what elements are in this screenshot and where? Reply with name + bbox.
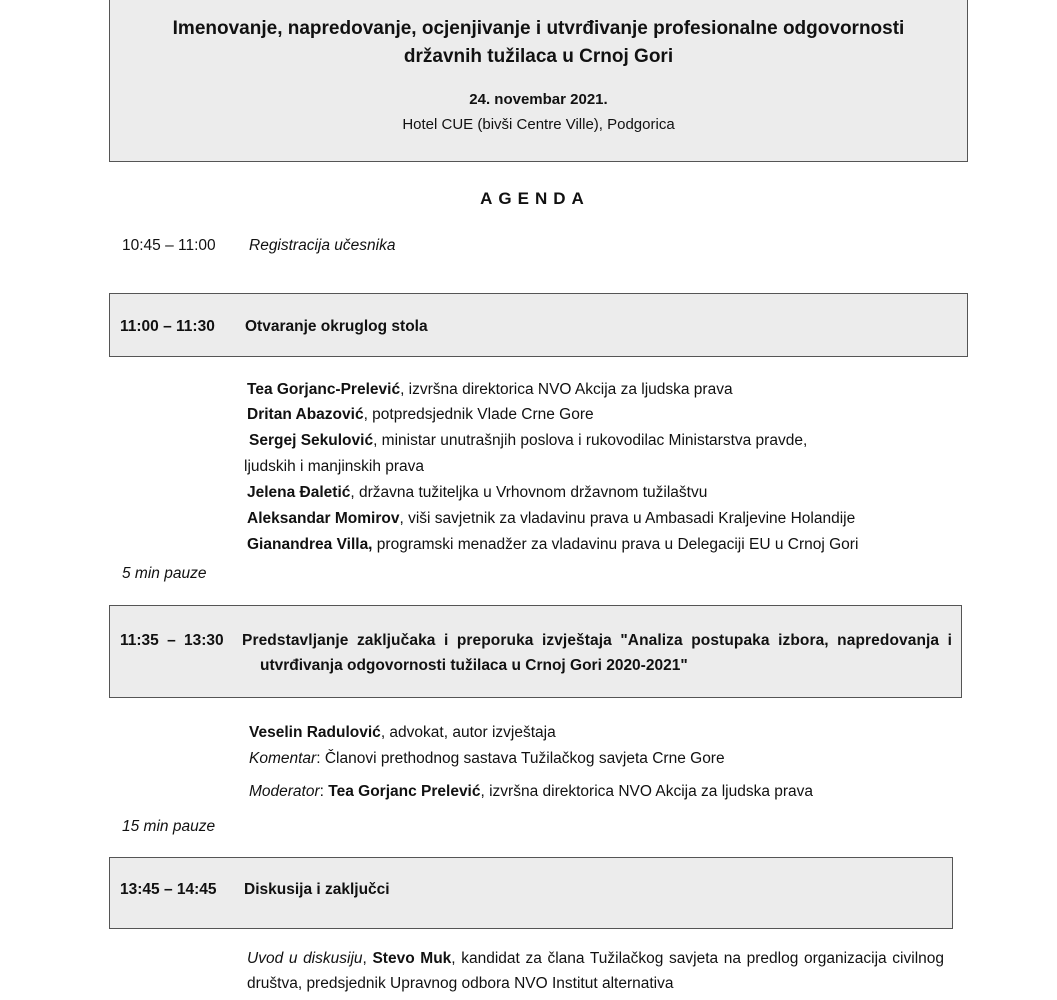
- speaker-6: [247, 535, 858, 555]
- speaker-role: , ministar unutrašnjih poslova i rukovodilac Ministarstva pravde,: [373, 432, 808, 449]
- registration-label: Registracija učesnika: [249, 237, 396, 254]
- header-box: [109, 0, 968, 162]
- presenter-role: , advokat, autor izvještaja: [380, 724, 556, 741]
- speaker-name: Jelena Đaletić: [247, 484, 351, 501]
- speaker-role: programski menadžer za vladavinu prava u Delegaciji EU u Crnoj Gori: [372, 536, 859, 553]
- session-2-title-line-1: Predstavljanje zaključaka i preporuka izvještaja "Analiza postupaka izbora, napredovanja i: [242, 632, 952, 649]
- speaker-role: , viši savjetnik za vladavinu prava u Ambasadi Kraljevine Holandije: [399, 510, 856, 527]
- speaker-name: Aleksandar Momirov: [247, 510, 400, 527]
- speaker-3-role-continued: ljudskih i manjinskih prava: [244, 458, 425, 475]
- event-venue: Hotel CUE (bivši Centre Ville), Podgorica: [402, 116, 675, 133]
- presenter-name: Veselin Radulović: [249, 724, 381, 741]
- speaker-name: Sergej Sekulović: [249, 432, 374, 449]
- speaker-role: , državna tužiteljka u Vrhovnom državnom tužilaštvu: [350, 484, 708, 501]
- agenda-heading: AGENDA: [480, 189, 590, 208]
- session-1-time: 11:00 – 11:30: [120, 318, 215, 335]
- speaker-4: [247, 483, 707, 503]
- event-title-line-2: državnih tužilaca u Crnoj Gori: [403, 46, 674, 67]
- speaker-2: [247, 405, 594, 425]
- comment-label: Komentar: [249, 750, 317, 767]
- speaker-3: [249, 431, 807, 451]
- session-2-header: [109, 605, 962, 698]
- speaker-name: Gianandrea Villa,: [247, 536, 373, 553]
- intro-speaker-name: Stevo Muk: [372, 950, 452, 967]
- pause-2: 15 min pauze: [122, 818, 216, 835]
- intro-label: Uvod u diskusiju: [247, 950, 363, 967]
- pause-1: 5 min pauze: [122, 565, 207, 582]
- moderator-role: , izvršna direktorica NVO Akcija za ljudska prava: [480, 783, 814, 800]
- moderator-name: Tea Gorjanc Prelević: [328, 783, 481, 800]
- session-1-title: Otvaranje okruglog stola: [245, 318, 428, 335]
- speaker-name: Tea Gorjanc-Prelević: [247, 381, 401, 398]
- comment-text: : Članovi prethodnog sastava Tužilačkog savjeta Crne Gore: [316, 750, 725, 767]
- registration-time: 10:45 – 11:00: [122, 237, 216, 254]
- session-3-header: [109, 857, 953, 929]
- event-title-line-1: Imenovanje, napredovanje, ocjenjivanje i utvrđivanje profesionalne odgovornosti: [172, 18, 905, 39]
- speaker-role: , izvršna direktorica NVO Akcija za ljudska prava: [400, 381, 733, 398]
- speaker-5: [247, 509, 855, 529]
- comment-line: [249, 749, 725, 769]
- speaker-name: Dritan Abazović: [247, 406, 364, 423]
- presenter: [249, 723, 556, 743]
- session-2-title-line-2: utvrđivanja odgovornosti tužilaca u Crnoj Gori 2020-2021": [260, 657, 688, 674]
- speaker-role: , potpredsjednik Vlade Crne Gore: [363, 406, 594, 423]
- moderator-label: Moderator: [249, 783, 320, 800]
- intro-text: , kandidat za člana Tužilačkog savjeta na predlog organizacija civilnog društva, predsjednik Upravnog odbora NVO Institut alternativa: [247, 950, 944, 992]
- event-date: 24. novembar 2021.: [469, 91, 608, 108]
- moderator-sep: :: [319, 783, 329, 800]
- session-2-time: 11:35 – 13:30: [120, 632, 224, 649]
- session-3-time: 13:45 – 14:45: [120, 881, 217, 898]
- moderator-line: [249, 782, 813, 802]
- session-1-header: [109, 293, 968, 357]
- discussion-intro: [247, 946, 944, 996]
- speaker-1: [247, 380, 733, 400]
- intro-sep: ,: [362, 950, 373, 967]
- session-3-title: Diskusija i zaključci: [244, 881, 390, 898]
